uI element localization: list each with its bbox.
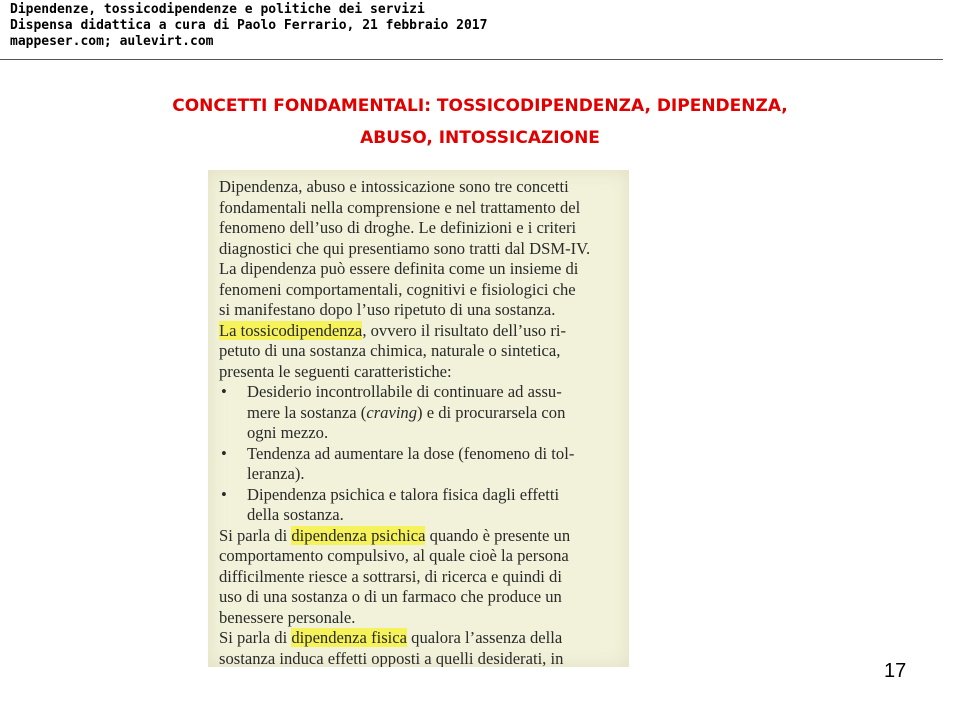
scanned-text-excerpt [208, 170, 629, 667]
title-line-2: ABUSO, INTOSSICAZIONE [360, 128, 600, 148]
scan-line: fondamentali nella comprensione e nel trattamento del [219, 197, 581, 217]
scan-line: leranza). [247, 464, 305, 483]
scan-line: fenomeno dell’uso di droghe. Le definizioni e i criteri [219, 218, 577, 237]
bullet-item: • Desiderio incontrollabile di continuare ad assu- [219, 382, 616, 403]
highlight-tossicodipendenza: La tossicodipendenza [219, 320, 363, 340]
header-line-3: mappeser.com; aulevirt.com [10, 34, 214, 49]
scan-text: , ovvero il risultato dell’uso ri- [362, 320, 567, 340]
craving-term: craving [366, 402, 418, 422]
scan-line: difficilmente riesce a sottrarsi, di ricerca e quindi di [219, 566, 562, 586]
bullet-item: • Tendenza ad aumentare la dose (fenomeno di tol- [219, 444, 616, 465]
scan-text: qualora l’assenza della [407, 628, 563, 647]
scan-line [219, 403, 616, 424]
scan-line: presenta le seguenti caratteristiche: [219, 361, 452, 381]
title-line-1: CONCETTI FONDAMENTALI: TOSSICODIPENDENZA, DIPENDENZA, [172, 96, 788, 116]
document-header [10, 2, 487, 50]
scan-text: mere la sostanza ( [247, 402, 367, 422]
scan-text: ) e di procurarsela con [417, 402, 566, 422]
scan-text: Si parla di [219, 628, 292, 647]
scan-line: della sostanza. [247, 505, 344, 524]
scan-line: fenomeni comportamentali, cognitivi e fisiologici che [219, 279, 576, 299]
scan-line: sostanza induca effetti opposti a quelli desiderati, in [219, 648, 564, 667]
scan-line: si manifestano dopo l’uso ripetuto di una sostanza. [219, 300, 556, 319]
scan-line: diagnostici che qui presentiamo sono tratti dal DSM-IV. [219, 238, 591, 258]
page-number: 17 [884, 660, 907, 682]
scan-line [219, 321, 616, 342]
scan-line: ogni mezzo. [247, 423, 329, 442]
scan-line: benessere personale. [219, 607, 356, 627]
scan-text: Si parla di [219, 525, 292, 545]
highlight-dipendenza-psichica: dipendenza psichica [291, 525, 426, 545]
header-divider [0, 59, 943, 60]
scan-text: quando è presente un [425, 525, 571, 545]
bullet-item: • Dipendenza psichica e talora fisica dagli effetti [219, 485, 616, 506]
scan-line: comportamento compulsivo, al quale cioè la persona [219, 546, 569, 565]
scan-line [219, 628, 616, 649]
scan-line: Dipendenza, abuso e intossicazione sono tre concetti [219, 177, 569, 196]
scan-line [219, 526, 616, 547]
scan-line: La dipendenza può essere definita come un insieme di [219, 259, 579, 278]
scan-line: petuto di una sostanza chimica, naturale o sintetica, [219, 341, 561, 360]
scan-line: uso di una sostanza o di un farmaco che produce un [219, 587, 562, 606]
highlight-dipendenza-fisica: dipendenza fisica [291, 628, 407, 647]
header-line-1: Dipendenze, tossicodipendenze e politiche dei servizi [10, 2, 425, 17]
header-line-2: Dispensa didattica a cura di Paolo Ferrario, 21 febbraio 2017 [10, 18, 488, 33]
page-title [0, 90, 960, 154]
